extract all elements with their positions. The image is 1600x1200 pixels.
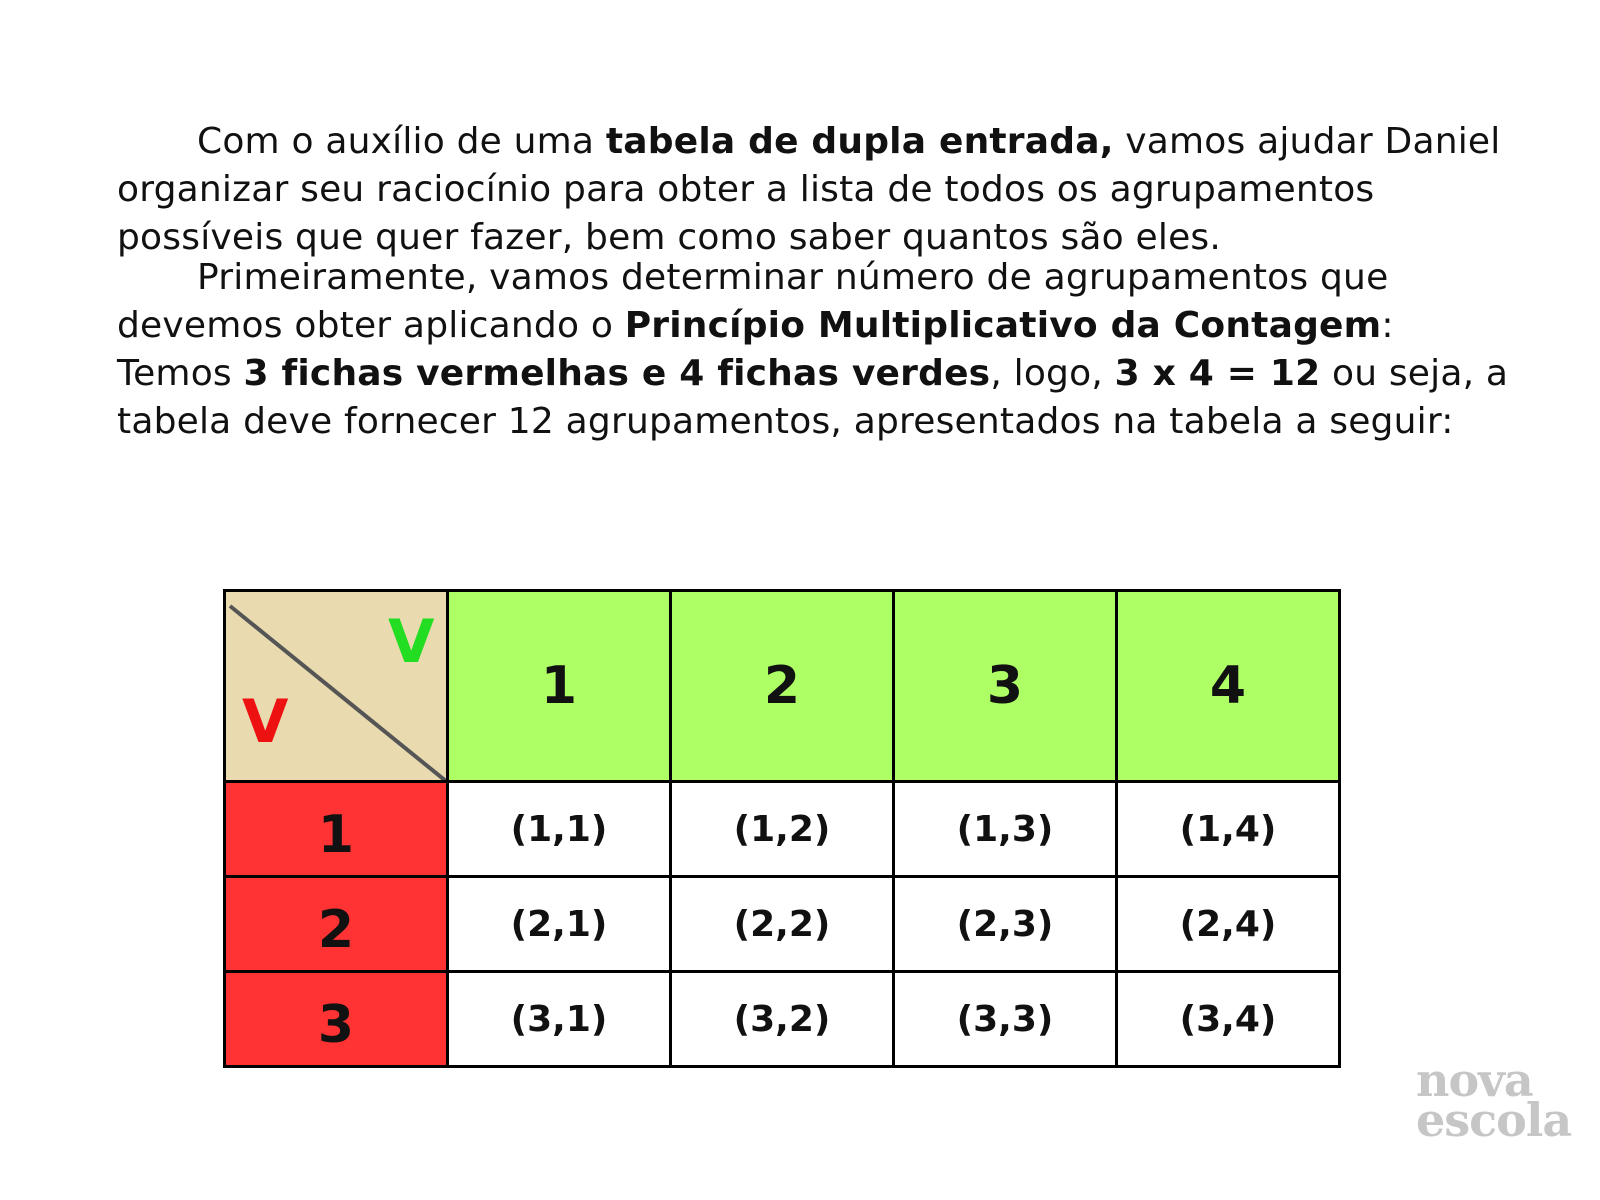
paragraph-2 (117, 254, 1517, 446)
text-span: , logo, (990, 353, 1115, 394)
header-row (225, 591, 1340, 782)
paragraph-1 (117, 118, 1517, 262)
table-row (225, 782, 1340, 877)
row-header-label: 2 (317, 900, 355, 960)
red-v-label: V (242, 687, 289, 757)
row-header (225, 877, 448, 972)
corner-cell (225, 591, 448, 782)
table-cell: (2,4) (1117, 877, 1340, 972)
nova-escola-logo (1416, 1053, 1572, 1147)
table-cell: (1,4) (1117, 782, 1340, 877)
row-header (225, 972, 448, 1067)
table-cell: (2,2) (671, 877, 894, 972)
text-span: : Temos (117, 305, 1394, 394)
double-entry-table (223, 589, 1341, 1068)
table-row (225, 972, 1340, 1067)
text-span: vamos ajudar Daniel organizar seu raciocínio para obter a lista de todos os agrupamentos possíveis que quer fazer, bem como saber quantos são eles. (117, 121, 1501, 258)
table-cell: (1,3) (894, 782, 1117, 877)
bold-text: tabela de dupla entrada, (605, 121, 1114, 162)
table-cell: (1,1) (448, 782, 671, 877)
text-span: Primeiramente, vamos determinar número de agrupamentos que devemos obter aplicando o (117, 257, 1389, 346)
table-cell: (3,3) (894, 972, 1117, 1067)
text-block (117, 118, 1517, 446)
bold-text: 3 fichas vermelhas e 4 fichas verdes (243, 353, 991, 394)
green-v-label: V (388, 607, 435, 677)
column-header: 3 (894, 591, 1117, 782)
table-cell: (1,2) (671, 782, 894, 877)
row-header (225, 782, 448, 877)
column-header: 4 (1117, 591, 1340, 782)
column-header: 2 (671, 591, 894, 782)
text-span: ou seja, a tabela deve fornecer 12 agrupamentos, apresentados na tabela a seguir: (117, 353, 1509, 442)
table-cell: (2,1) (448, 877, 671, 972)
row-header-label: 1 (317, 805, 355, 865)
table-cell: (3,4) (1117, 972, 1340, 1067)
bold-text: Princípio Multiplicativo da Contagem (624, 305, 1382, 346)
row-header-label: 3 (317, 995, 355, 1055)
bold-text: 3 x 4 = 12 (1114, 353, 1321, 394)
table-cell: (2,3) (894, 877, 1117, 972)
table-row (225, 877, 1340, 972)
table-cell: (3,1) (448, 972, 671, 1067)
column-header: 1 (448, 591, 671, 782)
table-cell: (3,2) (671, 972, 894, 1067)
logo-line-2: escola (1416, 1093, 1572, 1147)
text-span: Com o auxílio de uma (197, 121, 606, 162)
logo-line-1: nova (1416, 1053, 1533, 1107)
